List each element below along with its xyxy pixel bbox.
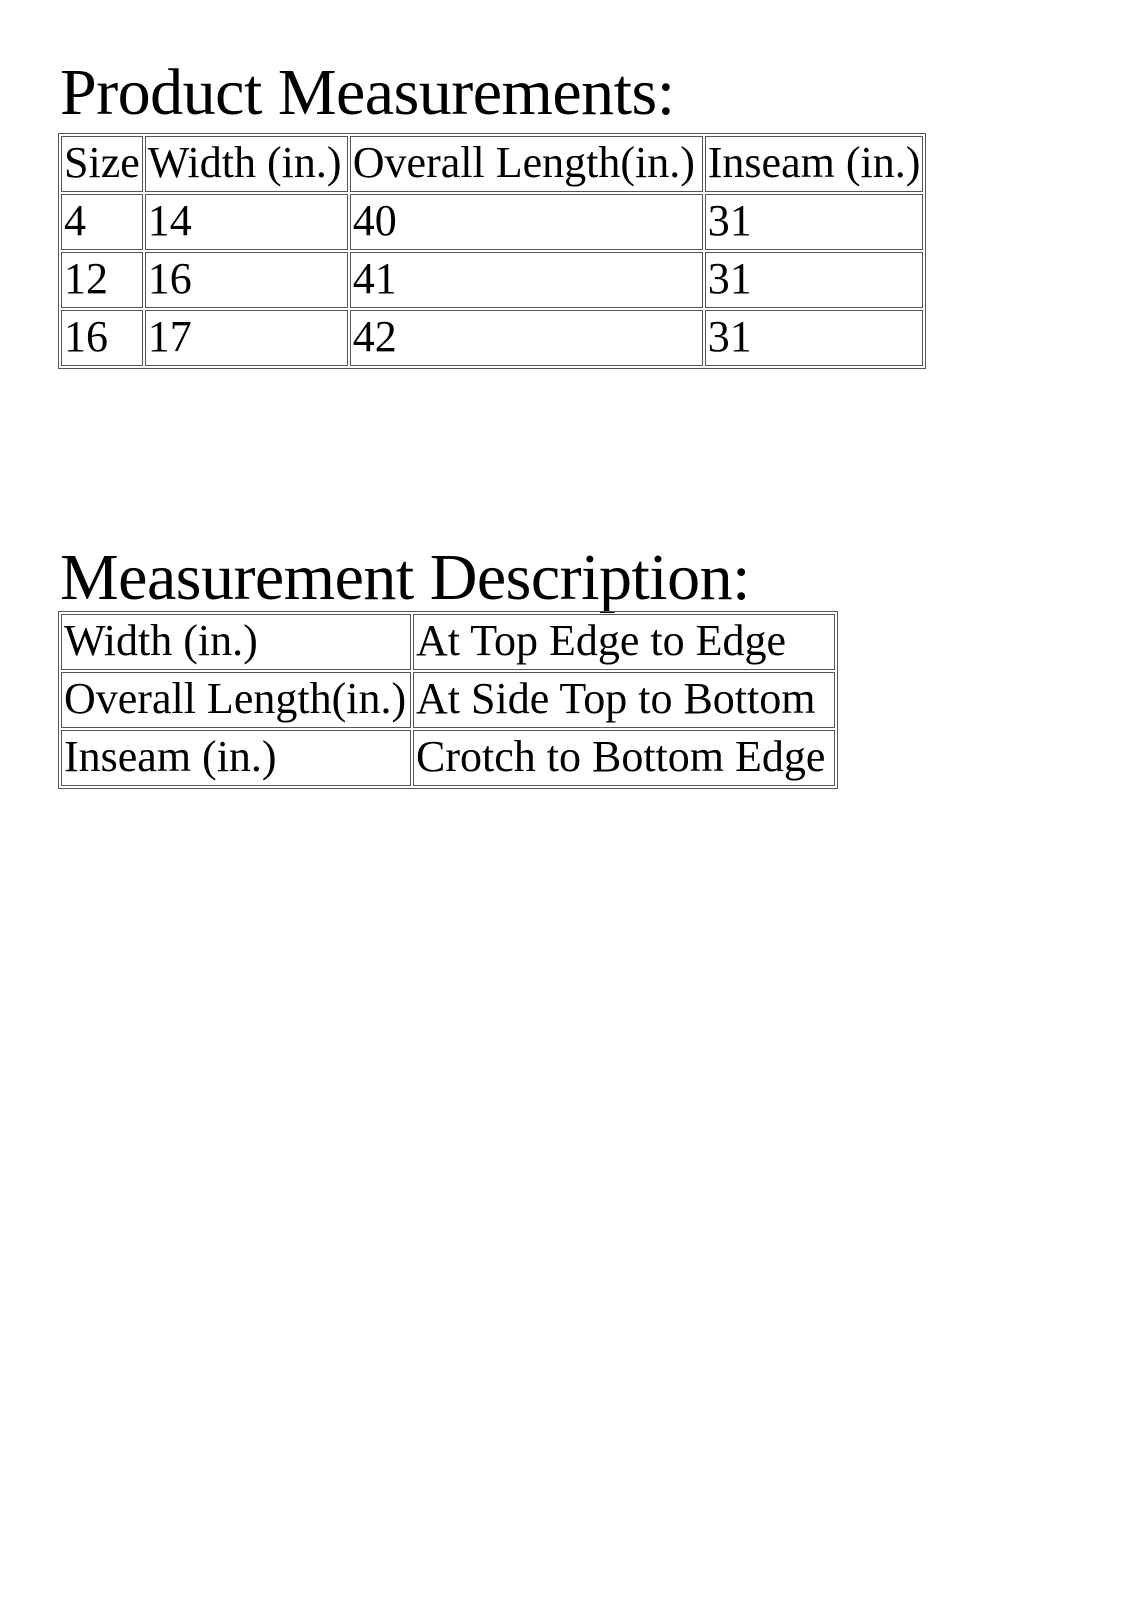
cell-size: 4 [61, 194, 143, 250]
measurement-description-heading: Measurement Description: [60, 541, 750, 614]
product-measurements-heading: Product Measurements: [60, 56, 675, 129]
cell-inseam: 31 [705, 194, 924, 250]
header-width: Width (in.) [145, 136, 348, 192]
header-size: Size [61, 136, 143, 192]
cell-size: 16 [61, 310, 143, 366]
table-header-row [61, 136, 923, 192]
cell-measurement-term: Overall Length(in.) [61, 672, 411, 728]
cell-width: 17 [145, 310, 348, 366]
table-row [61, 614, 835, 670]
cell-measurement-description: At Top Edge to Edge [413, 614, 835, 670]
table-row [61, 252, 923, 308]
cell-measurement-description: Crotch to Bottom Edge [413, 730, 835, 786]
table-row [61, 730, 835, 786]
cell-width: 16 [145, 252, 348, 308]
cell-measurement-description: At Side Top to Bottom [413, 672, 835, 728]
cell-overall-length: 41 [350, 252, 703, 308]
header-overall-length: Overall Length(in.) [350, 136, 703, 192]
table-row [61, 194, 923, 250]
measurement-description-table [58, 611, 838, 789]
cell-width: 14 [145, 194, 348, 250]
table-row [61, 672, 835, 728]
cell-inseam: 31 [705, 252, 924, 308]
cell-measurement-term: Inseam (in.) [61, 730, 411, 786]
header-inseam: Inseam (in.) [705, 136, 924, 192]
cell-overall-length: 42 [350, 310, 703, 366]
cell-overall-length: 40 [350, 194, 703, 250]
cell-inseam: 31 [705, 310, 924, 366]
product-measurements-table [58, 133, 926, 369]
cell-size: 12 [61, 252, 143, 308]
table-row [61, 310, 923, 366]
cell-measurement-term: Width (in.) [61, 614, 411, 670]
